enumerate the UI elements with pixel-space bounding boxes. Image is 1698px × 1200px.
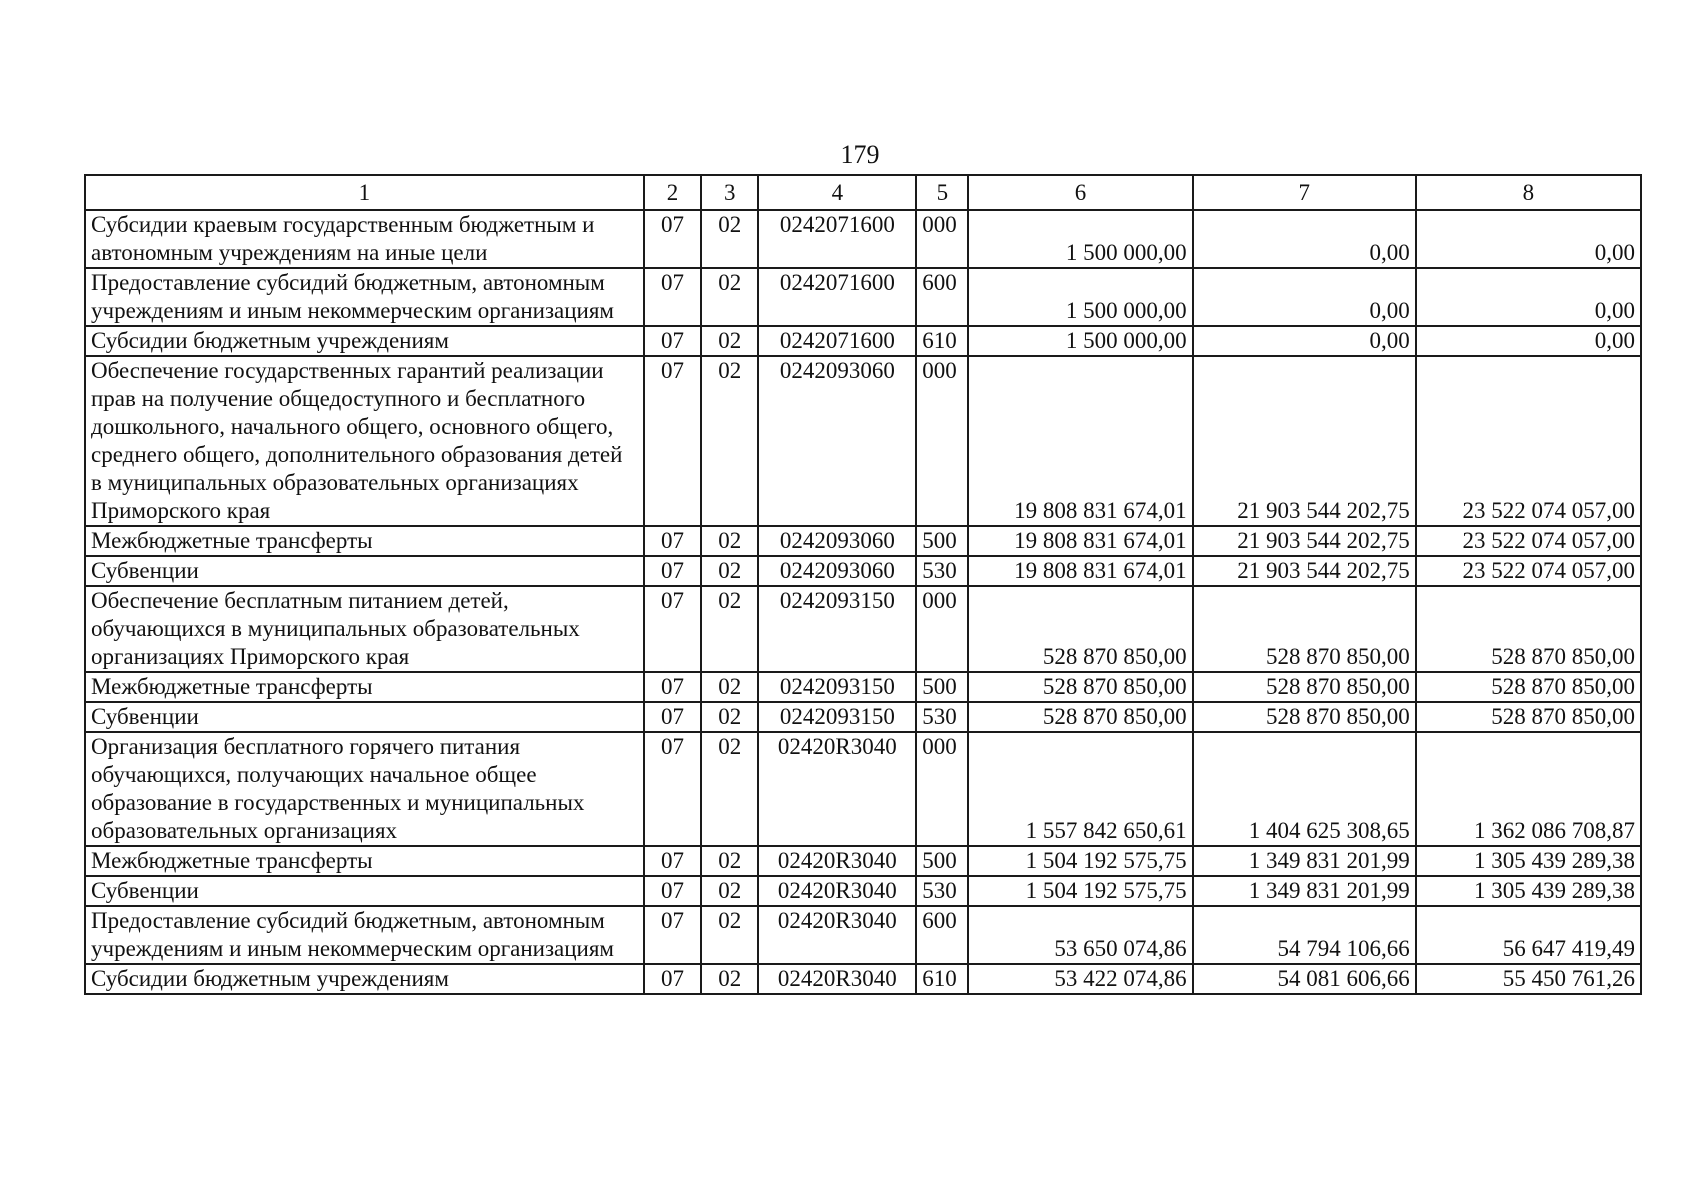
amount-col7-cell: 0,00 <box>1193 326 1416 356</box>
amount-col7-cell: 54 081 606,66 <box>1193 964 1416 994</box>
subsection-code-cell: 02 <box>701 876 758 906</box>
amount-col6-cell: 19 808 831 674,01 <box>968 526 1192 556</box>
section-code-cell: 07 <box>644 210 701 268</box>
row-name-cell: Обеспечение бесплатным питанием детей, обучающихся в муниципальных образовательных организациях Приморского края <box>85 586 644 672</box>
column-header: 8 <box>1416 175 1641 210</box>
amount-col8-cell: 23 522 074 057,00 <box>1416 356 1641 526</box>
section-code-cell: 07 <box>644 326 701 356</box>
amount-col6-cell: 528 870 850,00 <box>968 672 1192 702</box>
target-article-cell: 0242071600 <box>758 268 916 326</box>
amount-col6-cell: 19 808 831 674,01 <box>968 356 1192 526</box>
section-code-cell: 07 <box>644 556 701 586</box>
subsection-code-cell: 02 <box>701 356 758 526</box>
amount-col7-cell: 528 870 850,00 <box>1193 586 1416 672</box>
row-name-cell: Межбюджетные трансферты <box>85 526 644 556</box>
target-article-cell: 02420R3040 <box>758 964 916 994</box>
amount-col6-cell: 528 870 850,00 <box>968 702 1192 732</box>
amount-col7-cell: 54 794 106,66 <box>1193 906 1416 964</box>
target-article-cell: 02420R3040 <box>758 906 916 964</box>
expense-type-cell: 500 <box>916 846 968 876</box>
table-row <box>85 906 1641 964</box>
amount-col8-cell: 1 362 086 708,87 <box>1416 732 1641 846</box>
subsection-code-cell: 02 <box>701 586 758 672</box>
subsection-code-cell: 02 <box>701 326 758 356</box>
section-code-cell: 07 <box>644 268 701 326</box>
expense-type-cell: 600 <box>916 906 968 964</box>
section-code-cell: 07 <box>644 906 701 964</box>
amount-col7-cell: 528 870 850,00 <box>1193 702 1416 732</box>
table-row <box>85 672 1641 702</box>
table-body <box>85 210 1641 994</box>
table-row <box>85 210 1641 268</box>
section-code-cell: 07 <box>644 846 701 876</box>
table-row <box>85 964 1641 994</box>
amount-col8-cell: 55 450 761,26 <box>1416 964 1641 994</box>
table-row <box>85 356 1641 526</box>
section-code-cell: 07 <box>644 526 701 556</box>
amount-col6-cell: 19 808 831 674,01 <box>968 556 1192 586</box>
expense-type-cell: 000 <box>916 732 968 846</box>
column-header: 7 <box>1193 175 1416 210</box>
amount-col8-cell: 528 870 850,00 <box>1416 586 1641 672</box>
amount-col6-cell: 1 504 192 575,75 <box>968 876 1192 906</box>
row-name-cell: Межбюджетные трансферты <box>85 672 644 702</box>
target-article-cell: 02420R3040 <box>758 732 916 846</box>
subsection-code-cell: 02 <box>701 268 758 326</box>
expense-type-cell: 500 <box>916 672 968 702</box>
row-name-cell: Субсидии краевым государственным бюджетным и автономным учреждениям на иные цели <box>85 210 644 268</box>
amount-col7-cell: 0,00 <box>1193 210 1416 268</box>
amount-col6-cell: 528 870 850,00 <box>968 586 1192 672</box>
table-row <box>85 702 1641 732</box>
column-header: 6 <box>968 175 1192 210</box>
table-row <box>85 732 1641 846</box>
row-name-cell: Субвенции <box>85 556 644 586</box>
section-code-cell: 07 <box>644 672 701 702</box>
subsection-code-cell: 02 <box>701 846 758 876</box>
amount-col8-cell: 528 870 850,00 <box>1416 702 1641 732</box>
amount-col7-cell: 528 870 850,00 <box>1193 672 1416 702</box>
subsection-code-cell: 02 <box>701 702 758 732</box>
expense-type-cell: 000 <box>916 586 968 672</box>
column-number-row <box>85 175 1641 210</box>
amount-col6-cell: 53 422 074,86 <box>968 964 1192 994</box>
amount-col6-cell: 1 504 192 575,75 <box>968 846 1192 876</box>
amount-col7-cell: 21 903 544 202,75 <box>1193 556 1416 586</box>
expense-type-cell: 530 <box>916 702 968 732</box>
amount-col8-cell: 0,00 <box>1416 268 1641 326</box>
amount-col8-cell: 1 305 439 289,38 <box>1416 846 1641 876</box>
amount-col8-cell: 23 522 074 057,00 <box>1416 526 1641 556</box>
column-header: 2 <box>644 175 701 210</box>
target-article-cell: 0242071600 <box>758 210 916 268</box>
amount-col7-cell: 21 903 544 202,75 <box>1193 356 1416 526</box>
amount-col8-cell: 23 522 074 057,00 <box>1416 556 1641 586</box>
target-article-cell: 0242093060 <box>758 526 916 556</box>
row-name-cell: Организация бесплатного горячего питания обучающихся, получающих начальное общее образование в государственных и муниципальных образовательных организациях <box>85 732 644 846</box>
page-number: 179 <box>840 140 880 169</box>
expense-type-cell: 610 <box>916 964 968 994</box>
table-row <box>85 526 1641 556</box>
subsection-code-cell: 02 <box>701 526 758 556</box>
row-name-cell: Обеспечение государственных гарантий реализации прав на получение общедоступного и бесплатного дошкольного, начального общего, основного общего, среднего общего, дополнительного образования детей в муниципальных образовательных организациях Приморского края <box>85 356 644 526</box>
table-row <box>85 846 1641 876</box>
table-row <box>85 556 1641 586</box>
target-article-cell: 02420R3040 <box>758 876 916 906</box>
row-name-cell: Предоставление субсидий бюджетным, автономным учреждениям и иным некоммерческим организациям <box>85 906 644 964</box>
expense-type-cell: 000 <box>916 210 968 268</box>
target-article-cell: 0242093150 <box>758 586 916 672</box>
target-article-cell: 0242093060 <box>758 356 916 526</box>
subsection-code-cell: 02 <box>701 672 758 702</box>
amount-col6-cell: 1 500 000,00 <box>968 268 1192 326</box>
expense-type-cell: 530 <box>916 556 968 586</box>
table-row <box>85 326 1641 356</box>
expense-type-cell: 000 <box>916 356 968 526</box>
target-article-cell: 02420R3040 <box>758 846 916 876</box>
amount-col7-cell: 1 349 831 201,99 <box>1193 876 1416 906</box>
amount-col7-cell: 21 903 544 202,75 <box>1193 526 1416 556</box>
expense-type-cell: 500 <box>916 526 968 556</box>
amount-col6-cell: 1 500 000,00 <box>968 326 1192 356</box>
target-article-cell: 0242071600 <box>758 326 916 356</box>
amount-col6-cell: 1 500 000,00 <box>968 210 1192 268</box>
subsection-code-cell: 02 <box>701 210 758 268</box>
amount-col6-cell: 1 557 842 650,61 <box>968 732 1192 846</box>
amount-col7-cell: 1 349 831 201,99 <box>1193 846 1416 876</box>
amount-col8-cell: 0,00 <box>1416 210 1641 268</box>
amount-col8-cell: 528 870 850,00 <box>1416 672 1641 702</box>
section-code-cell: 07 <box>644 876 701 906</box>
row-name-cell: Субвенции <box>85 702 644 732</box>
subsection-code-cell: 02 <box>701 732 758 846</box>
target-article-cell: 0242093060 <box>758 556 916 586</box>
section-code-cell: 07 <box>644 586 701 672</box>
amount-col7-cell: 1 404 625 308,65 <box>1193 732 1416 846</box>
table-row <box>85 268 1641 326</box>
column-header: 3 <box>701 175 758 210</box>
table-row <box>85 586 1641 672</box>
amount-col7-cell: 0,00 <box>1193 268 1416 326</box>
column-header: 5 <box>916 175 968 210</box>
row-name-cell: Субсидии бюджетным учреждениям <box>85 326 644 356</box>
column-header: 1 <box>85 175 644 210</box>
subsection-code-cell: 02 <box>701 906 758 964</box>
row-name-cell: Межбюджетные трансферты <box>85 846 644 876</box>
amount-col6-cell: 53 650 074,86 <box>968 906 1192 964</box>
amount-col8-cell: 56 647 419,49 <box>1416 906 1641 964</box>
row-name-cell: Предоставление субсидий бюджетным, автономным учреждениям и иным некоммерческим организациям <box>85 268 644 326</box>
expense-type-cell: 600 <box>916 268 968 326</box>
section-code-cell: 07 <box>644 356 701 526</box>
section-code-cell: 07 <box>644 702 701 732</box>
table-row <box>85 876 1641 906</box>
expense-type-cell: 530 <box>916 876 968 906</box>
target-article-cell: 0242093150 <box>758 702 916 732</box>
target-article-cell: 0242093150 <box>758 672 916 702</box>
section-code-cell: 07 <box>644 964 701 994</box>
amount-col8-cell: 0,00 <box>1416 326 1641 356</box>
subsection-code-cell: 02 <box>701 964 758 994</box>
row-name-cell: Субвенции <box>85 876 644 906</box>
section-code-cell: 07 <box>644 732 701 846</box>
column-header: 4 <box>758 175 916 210</box>
row-name-cell: Субсидии бюджетным учреждениям <box>85 964 644 994</box>
budget-table <box>84 174 1642 995</box>
subsection-code-cell: 02 <box>701 556 758 586</box>
expense-type-cell: 610 <box>916 326 968 356</box>
amount-col8-cell: 1 305 439 289,38 <box>1416 876 1641 906</box>
